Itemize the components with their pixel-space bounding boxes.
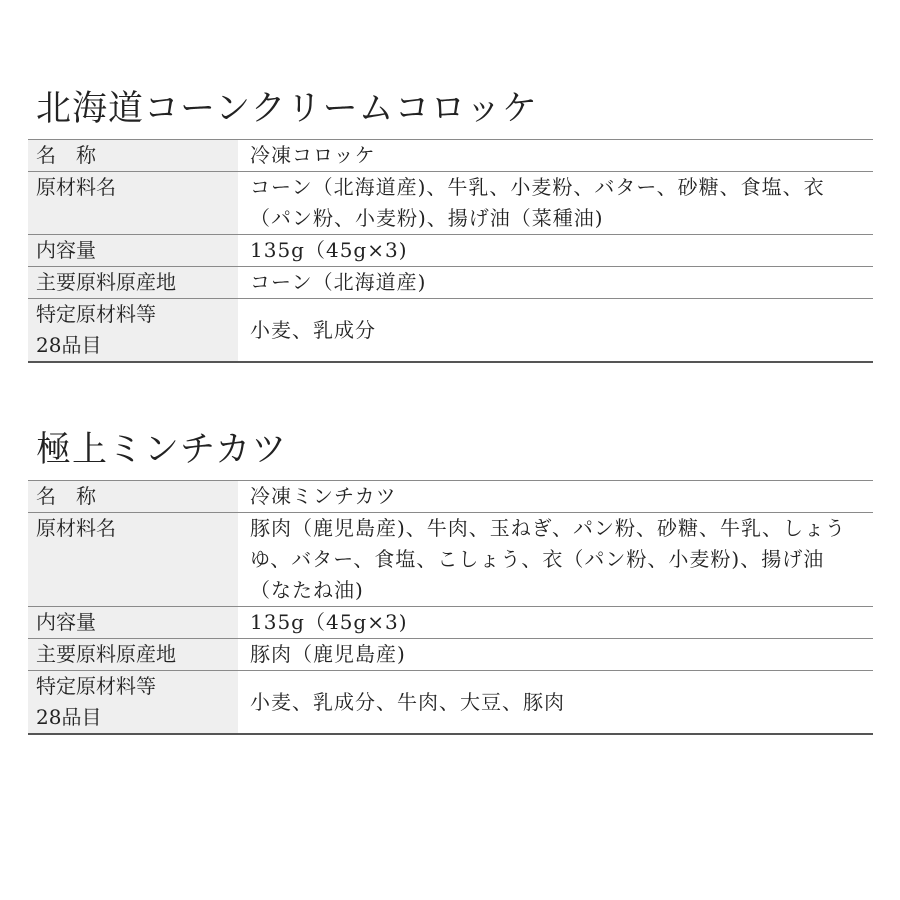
- row-value-content: 135g（45g×3): [238, 607, 873, 639]
- row-label-content: 内容量: [28, 235, 238, 267]
- row-value-content: 135g（45g×3): [238, 235, 873, 267]
- product-spec-table: [28, 480, 873, 735]
- product-spec-table: [28, 139, 873, 363]
- product-title: 極上ミンチカツ: [36, 430, 288, 470]
- table-row: [28, 481, 873, 513]
- row-label-origin: 主要原料原産地: [28, 267, 238, 299]
- row-value-allergens: 小麦、乳成分: [238, 299, 873, 363]
- row-value-ingredients: コーン（北海道産)、牛乳、小麦粉、バター、砂糖、食塩、衣（パン粉、小麦粉)、揚げ油（菜種油): [238, 172, 873, 235]
- row-value-name: 冷凍ミンチカツ: [250, 484, 397, 508]
- table-row: [28, 140, 873, 172]
- product-title: 北海道コーンクリームコロッケ: [36, 89, 538, 129]
- row-label-origin: 主要原料原産地: [28, 639, 238, 671]
- row-value-origin: 豚肉（鹿児島産): [238, 639, 873, 671]
- table-row: [28, 639, 873, 671]
- product-section-mince-cutlet: [28, 425, 873, 735]
- row-label-ingredients: 原材料名: [28, 172, 238, 235]
- row-value-allergens: 小麦、乳成分、牛肉、大豆、豚肉: [238, 671, 873, 735]
- row-value-name: 冷凍コロッケ: [250, 143, 376, 167]
- table-row: [28, 235, 873, 267]
- table-row: [28, 607, 873, 639]
- product-section-corn-croquette: [28, 84, 873, 363]
- row-label-name: 名 称: [28, 140, 238, 172]
- table-row: [28, 172, 873, 235]
- row-label-content: 内容量: [28, 607, 238, 639]
- row-value-ingredients: 豚肉（鹿児島産)、牛肉、玉ねぎ、パン粉、砂糖、牛乳、しょうゆ、バター、食塩、こしょう、衣（パン粉、小麦粉)、揚げ油（なたね油): [238, 513, 873, 607]
- row-label-allergens: 特定原材料等 28品目: [28, 671, 238, 735]
- row-label-allergens: 特定原材料等 28品目: [28, 299, 238, 363]
- row-value-origin: コーン（北海道産): [238, 267, 873, 299]
- row-label-ingredients: 原材料名: [28, 513, 238, 607]
- table-row: [28, 267, 873, 299]
- row-label-name: 名 称: [28, 481, 238, 513]
- table-row: [28, 671, 873, 735]
- table-row: [28, 513, 873, 607]
- table-row: [28, 299, 873, 363]
